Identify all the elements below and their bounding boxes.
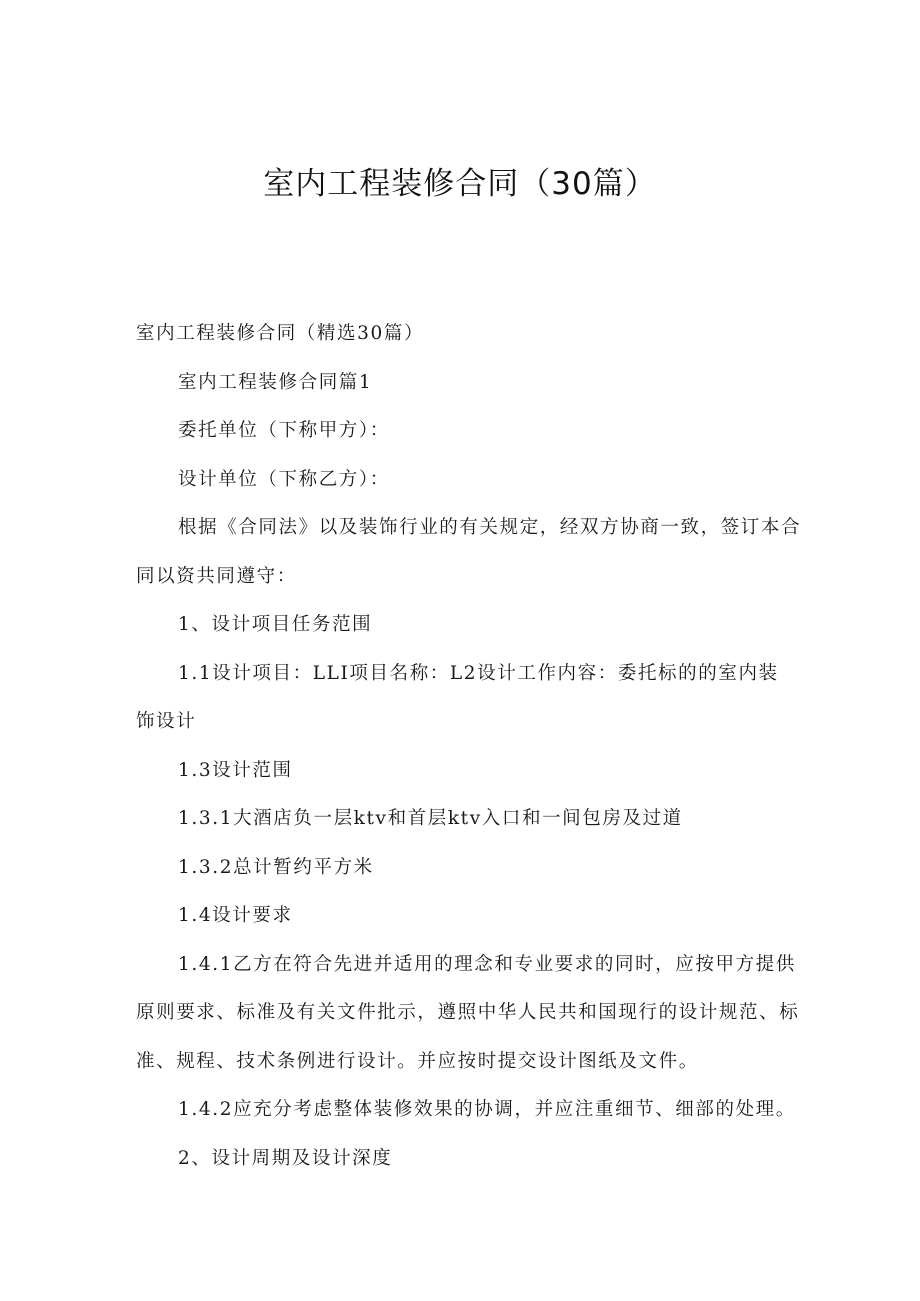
paragraph-line-continued: 原则要求、标准及有关文件批示，遵照中华人民共和国现行的设计规范、标 <box>136 1002 800 1023</box>
paragraph-clause-1 <box>136 601 796 650</box>
paragraph-section-heading <box>136 359 796 408</box>
paragraph-clause-2 <box>136 1135 796 1184</box>
document-title: 室内工程装修合同（30篇） <box>263 166 657 202</box>
paragraph-line: 委托单位（下称甲方）： <box>178 420 390 441</box>
paragraph-line: 2、设计周期及设计深度 <box>178 1147 393 1169</box>
paragraph-line-continued: 饰设计 <box>136 711 197 732</box>
paragraph-line: 根据《合同法》以及装饰行业的有关规定，经双方协商一致，签订本合 <box>178 517 802 538</box>
paragraph-line: 1.3.2总计暂约平方米 <box>178 856 374 878</box>
paragraph-clause-1-3 <box>136 747 796 796</box>
paragraph-clause-1-3-2 <box>136 844 796 893</box>
paragraph-line-continued: 准、规程、技术条例进行设计。并应按时提交设计图纸及文件。 <box>136 1050 699 1072</box>
paragraph-line: 1.3.1大酒店负一层ktv和首层ktv入口和一间包房及过道 <box>178 808 683 829</box>
paragraph-party-a <box>136 407 796 456</box>
paragraph-line: 室内工程装修合同篇1 <box>178 371 373 393</box>
paragraph-line: 1、设计项目任务范围 <box>178 614 373 635</box>
paragraph-line: 1.3设计范围 <box>178 759 293 781</box>
paragraph-clause-1-1 <box>136 650 796 747</box>
paragraph-clause-1-4-2 <box>136 1086 796 1135</box>
paragraph-line: 1.1设计项目：LLI项目名称：L2设计工作内容：委托标的的室内装 <box>178 662 779 684</box>
paragraph-line: 设计单位（下称乙方）： <box>178 468 390 490</box>
paragraph-line: 1.4.1乙方在符合先进并适用的理念和专业要求的同时，应按甲方提供 <box>178 953 796 975</box>
paragraph-party-b <box>136 456 796 505</box>
paragraph-line-continued: 同以资共同遵守： <box>136 565 297 587</box>
paragraph-subtitle <box>136 310 796 359</box>
paragraph-clause-1-4 <box>136 892 796 941</box>
paragraph-clause-1-4-1 <box>136 941 800 1087</box>
paragraph-line: 室内工程装修合同（精选30篇） <box>136 323 425 344</box>
paragraph-preamble <box>136 504 802 601</box>
paragraph-clause-1-3-1 <box>136 795 796 844</box>
paragraph-line: 1.4设计要求 <box>178 905 293 926</box>
document-body <box>136 310 802 1183</box>
paragraph-line: 1.4.2应充分考虑整体装修效果的协调，并应注重细节、细部的处理。 <box>178 1099 796 1120</box>
